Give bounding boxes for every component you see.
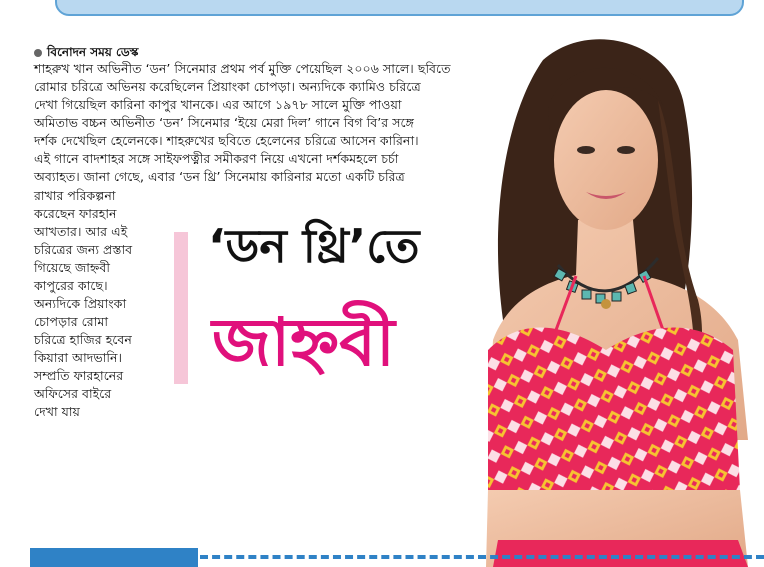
article-side-column <box>34 187 184 421</box>
article-line: অব্যাহত। জানা গেছে, এবার ‘ডন থ্রি’ সিনেমায় কারিনার মতো একটি চরিত্র <box>34 169 405 184</box>
article-line: করেছেন ফারহান <box>34 206 117 221</box>
bottom-dashed-rule <box>200 555 764 559</box>
headline-line-1: ‘ডন থ্রি’তে <box>208 219 420 273</box>
headline-line-2: জাহ্নবী <box>212 304 395 381</box>
article-line: কিয়ারা আদভানি। <box>34 350 123 365</box>
article-line: রাখার পরিকল্পনা <box>34 188 116 203</box>
actress-photo <box>448 20 764 567</box>
bullet-icon <box>34 49 42 57</box>
top-frame-band <box>55 0 744 16</box>
article-line: চোপড়ার রোমা <box>34 314 109 329</box>
article-line: শাহরুখ খান অভিনীত ‘ডন’ সিনেমার প্রথম পর্ব মুক্তি পেয়েছিল ২০০৬ সালে। ছবিতে <box>34 61 451 76</box>
article-line: অমিতাভ বচ্চন অভিনীত ‘ডন’ সিনেমার ‘ইয়ে মেরা দিল’ গানে বিগ বি’র সঙ্গে <box>34 115 414 130</box>
article-line: দেখা গিয়েছিল কারিনা কাপুর খানকে। এর আগে ১৯৭৮ সালে মুক্তি পাওয়া <box>34 97 402 112</box>
article-line: দেখা যায় <box>34 404 80 419</box>
article-line: এই গানে বাদশাহর সঙ্গে সাইফপত্নীর সমীকরণ নিয়ে এখনো দর্শকমহলে চর্চা <box>34 151 399 166</box>
byline-text: বিনোদন সময় ডেস্ক <box>47 45 139 59</box>
article-intro <box>34 60 504 186</box>
article-line: সম্প্রতি ফারহানের <box>34 368 124 383</box>
article-line: অফিসের বাইরে <box>34 386 112 401</box>
article-line: গিয়েছে জাহ্নবী <box>34 260 110 275</box>
article-line: রোমার চরিত্রে অভিনয় করেছিলেন প্রিয়াংকা চোপড়া। অন্যদিকে ক্যামিও চরিত্রে <box>34 79 421 94</box>
article-line: চরিত্রের জন্য প্রস্তাব <box>34 242 133 257</box>
bottom-frame-block <box>30 548 198 567</box>
article-line: অন্যদিকে প্রিয়াংকা <box>34 296 127 311</box>
article-line: দর্শক দেখেছিল হেলেনকে। শাহরুখের ছবিতে হেলেনের চরিত্রে আসেন কারিনা। <box>34 133 419 148</box>
article-line: চরিত্রে হাজির হবেন <box>34 332 132 347</box>
headline-accent-bar <box>174 232 188 384</box>
article-line: আখতার। আর এই <box>34 224 128 239</box>
article-line: কাপুরের কাছে। <box>34 278 108 293</box>
